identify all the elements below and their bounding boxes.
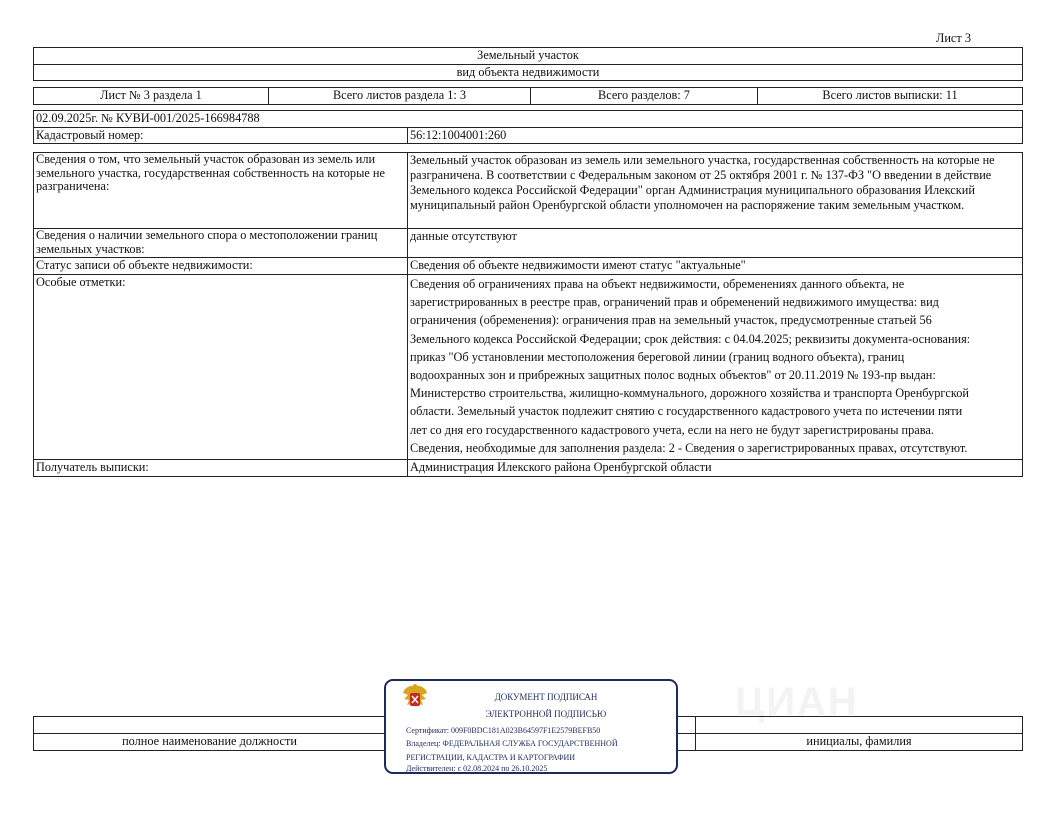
row-label: Сведения о наличии земельного спора о местоположении границ земельных участков: — [34, 229, 408, 258]
cadastral-number: 56:12:1004001:260 — [408, 127, 1023, 144]
object-type-caption: вид объекта недвижимости — [34, 64, 1023, 81]
row-value: данные отсутствуют — [408, 229, 1023, 258]
row-label: Получатель выписки: — [34, 460, 408, 477]
section-sheets-total: Всего листов раздела 1: 3 — [269, 88, 531, 105]
row-value: Земельный участок образован из земель или земельного участка, государственная собственность на которые не разграничена. В соответствии с Федеральным законом от 25 октября 2001 г. № 137-ФЗ "О введении в действие Земельного кодекса Российской Федерации" орган Администрация муниципального образования Илекский муниципальный район Оренбургской области уполномочен на распоряжение таким земельным участком. — [408, 153, 1023, 229]
position-caption: полное наименование должности — [34, 734, 386, 751]
cadastral-label: Кадастровый номер: — [34, 127, 408, 144]
name-caption: инициалы, фамилия — [696, 734, 1023, 751]
doc-reference: 02.09.2025г. № КУВИ-001/2025-166984788 — [34, 111, 1023, 128]
details-table — [33, 152, 1023, 477]
sheet-of-section: Лист № 3 раздела 1 — [34, 88, 269, 105]
stamp-line2: ЭЛЕКТРОННОЙ ПОДПИСЬЮ — [485, 709, 607, 719]
row-label: Сведения о том, что земельный участок образован из земель или земельного участка, государственная собственность на которые не разграничена: — [34, 153, 408, 229]
stamp-line1: ДОКУМЕНТ ПОДПИСАН — [494, 692, 598, 702]
counts-table — [33, 87, 1023, 105]
stamp-owner-line2: РЕГИСТРАЦИИ, КАДАСТРА И КАРТОГРАФИИ — [406, 753, 576, 762]
reference-table — [33, 110, 1023, 144]
row-label: Статус записи об объекте недвижимости: — [34, 258, 408, 275]
sections-total: Всего разделов: 7 — [531, 88, 758, 105]
object-type-table — [33, 47, 1023, 81]
watermark: ЦИАН — [735, 680, 859, 724]
row-label: Особые отметки: — [34, 275, 408, 460]
e-signature-stamp — [384, 679, 678, 774]
object-type: Земельный участок — [34, 48, 1023, 65]
stamp-owner-line1: Владелец: ФЕДЕРАЛЬНАЯ СЛУЖБА ГОСУДАРСТВЕННОЙ — [406, 739, 618, 748]
row-value: Администрация Илекского района Оренбургской области — [408, 460, 1023, 477]
row-value: Сведения об объекте недвижимости имеют статус "актуальные" — [408, 258, 1023, 275]
sheet-number: Лист 3 — [936, 31, 971, 45]
extract-sheets-total: Всего листов выписки: 11 — [758, 88, 1023, 105]
row-value: Сведения об ограничениях права на объект недвижимости, обременениях данного объекта, не зарегистрированных в реестре прав, ограничений прав и обременений недвижимого имущества: вид ограничения (обременения): ограничения прав на земельный участок, предусмотренные статьей 56 Земельного кодекса Российской Федерации; срок действия: с 04.04.2025; реквизиты документа-основания: приказ "Об установлении местоположения береговой линии (границ водного объекта), границ водоохранных зон и прибрежных защитных полос водных объектов" от 20.11.2019 № 193-пр выдан: Министерство строительства, жилищно-коммунального, дорожного хозяйства и транспорта Оренбургской области. Земельный участок подлежит снятию с государственного кадастрового учета по истечении пяти лет со дня его государственного кадастрового учета, если на него не будут зарегистрированы права. Сведения, необходимые для заполнения раздела: 2 - Сведения о зарегистрированных правах, отсутствуют. — [408, 275, 1023, 460]
stamp-certificate: Сертификат: 009F0BDC181A023B64597F1E2579BEFB50 — [406, 726, 601, 735]
stamp-validity: Действителен: с 02.08.2024 по 26.10.2025 — [406, 764, 548, 773]
